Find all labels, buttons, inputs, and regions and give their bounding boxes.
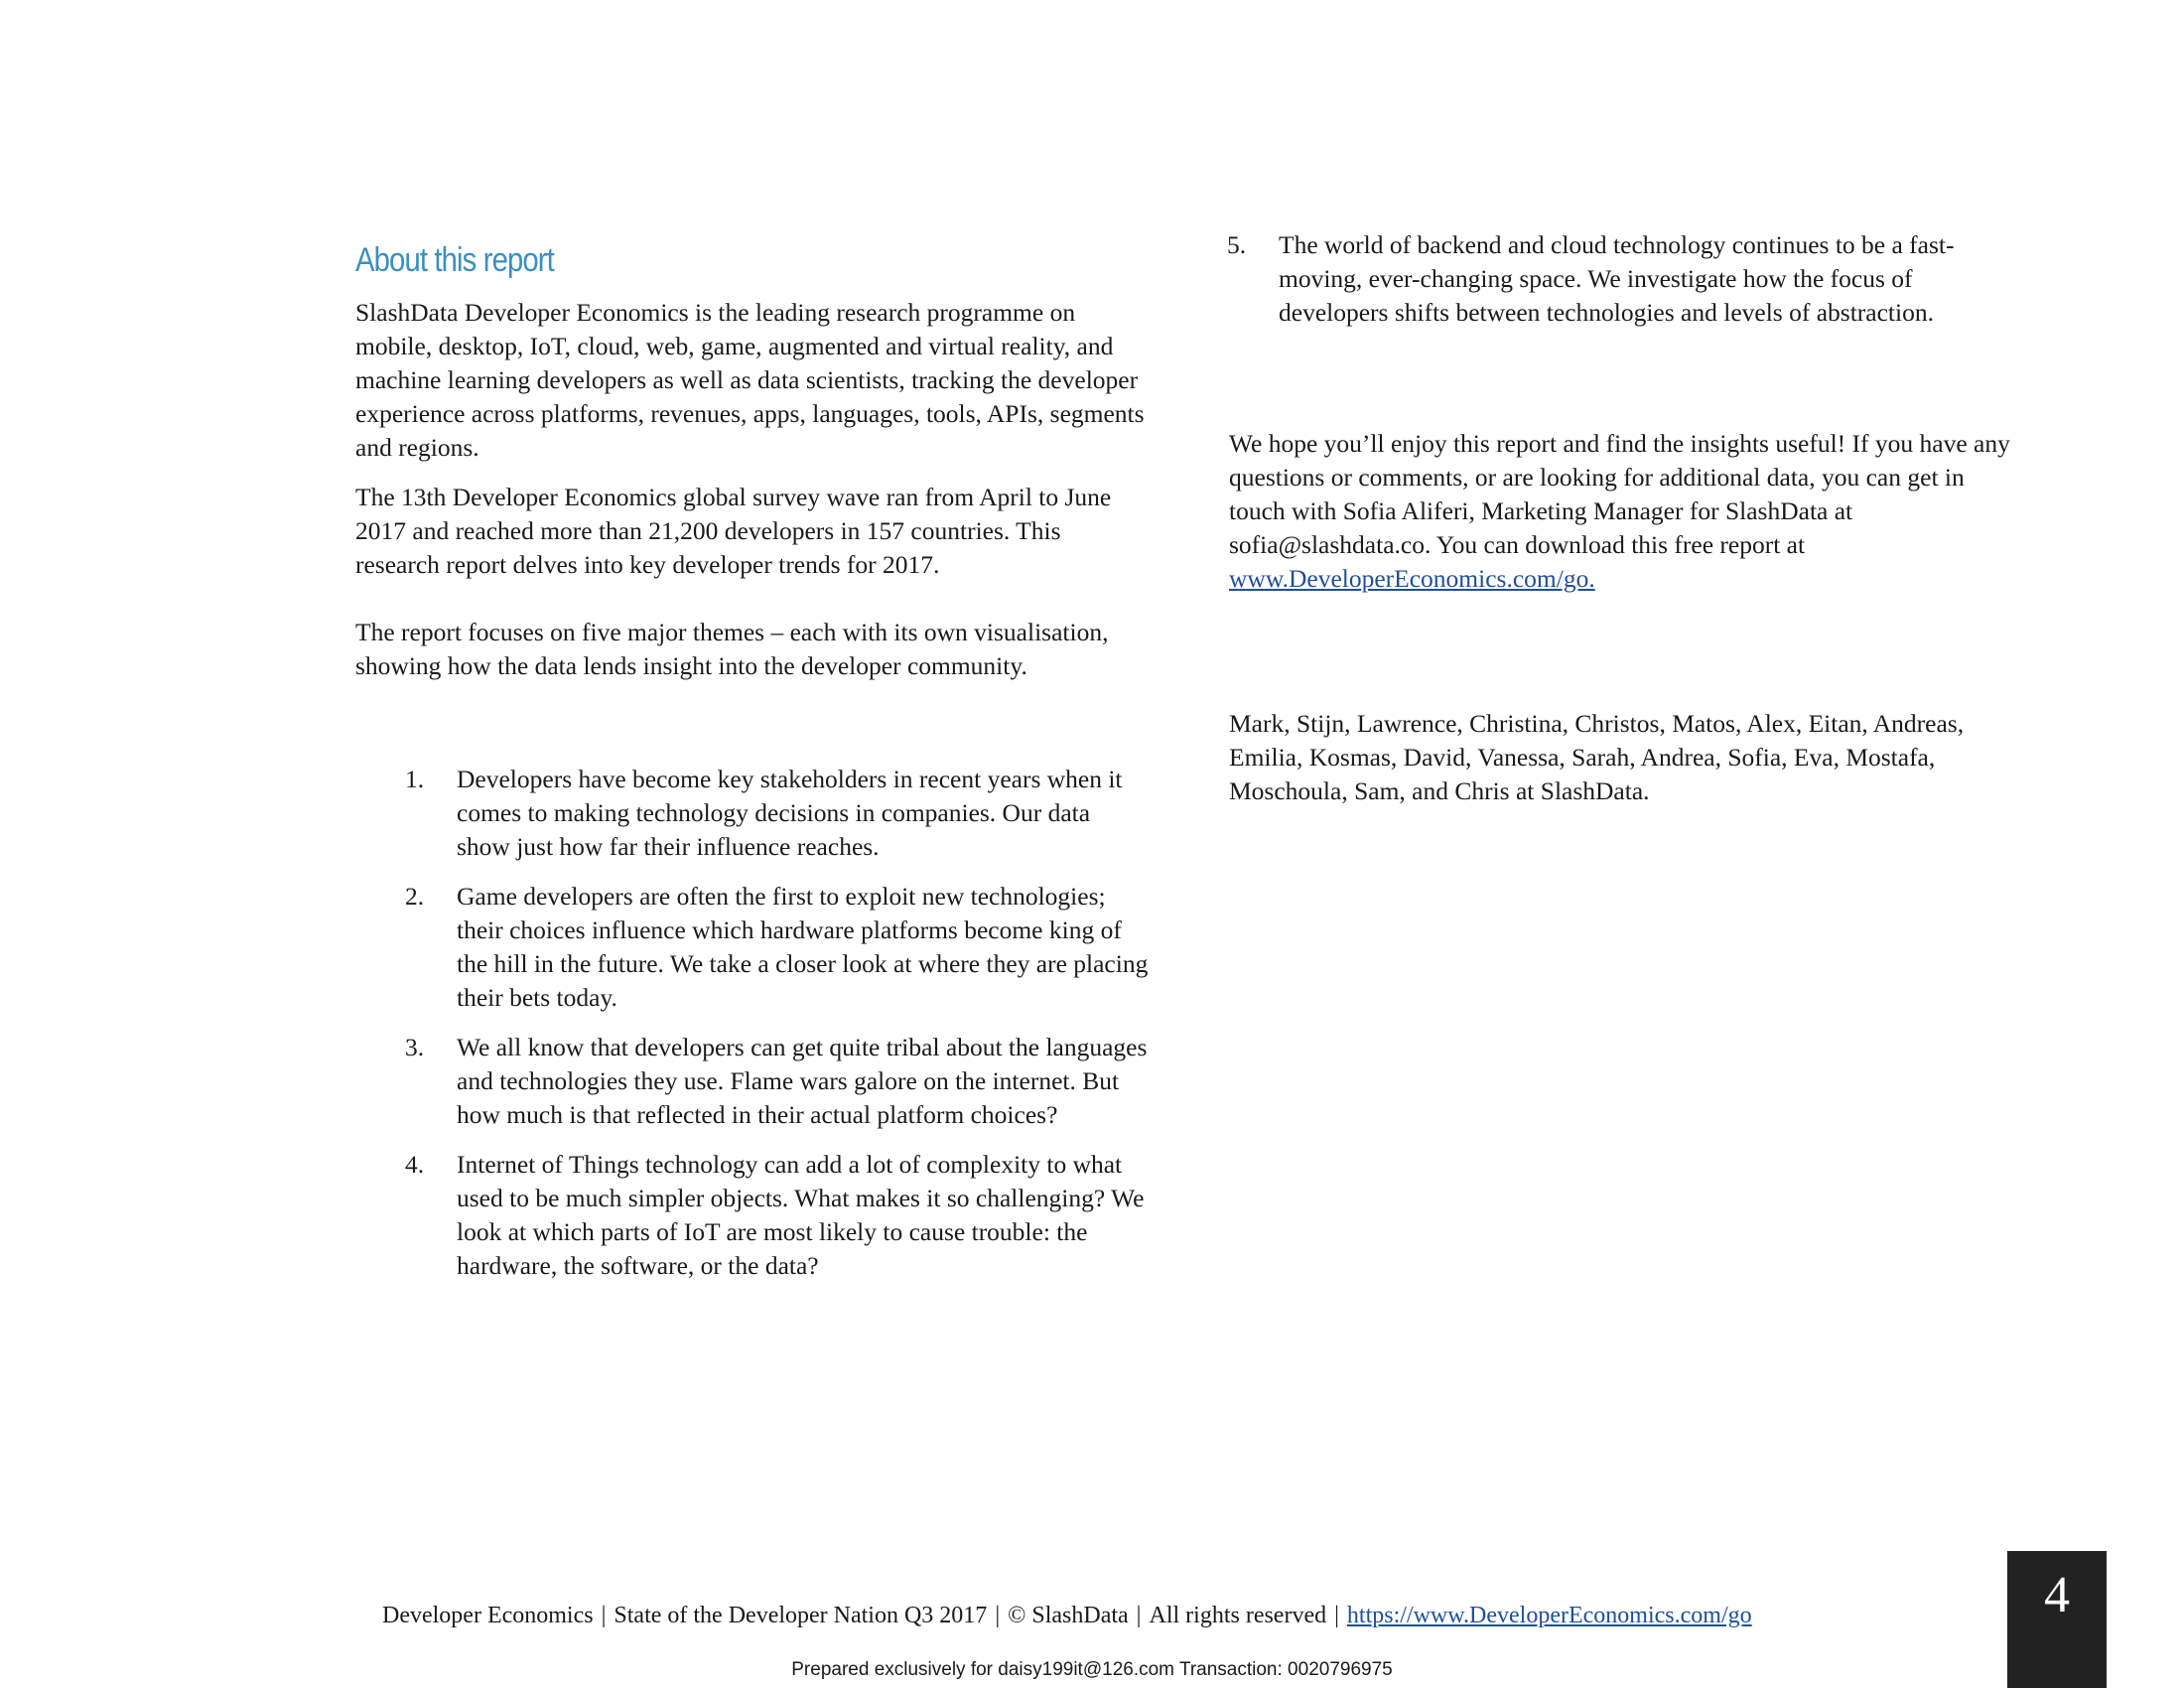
themes-list-continued	[1229, 228, 2023, 330]
footer-title: State of the Developer Nation Q3 2017	[614, 1603, 988, 1628]
spacer	[355, 699, 1150, 763]
page-footer	[382, 1601, 1752, 1630]
footer-separator: |	[1136, 1603, 1142, 1628]
list-text: Game developers are often the first to exploit new technologies; their choices influence which hardware platforms become king of the hill in the future. We take a closer look at where they are placing their bets today.	[457, 882, 1149, 1012]
footer-url-link[interactable]: https://www.DeveloperEconomics.com/go	[1346, 1603, 1752, 1628]
download-link[interactable]: www.DeveloperEconomics.com/go.	[1229, 564, 1595, 593]
page-number-badge: 4	[2007, 1551, 2107, 1688]
list-item	[355, 880, 1150, 1015]
survey-paragraph: The 13th Developer Economics global survey wave ran from April to June 2017 and reached more than 21,200 developers in 157 countries. This research report delves into key developer trends for 2017.	[355, 483, 1112, 579]
footer-rights: All rights reserved	[1149, 1603, 1327, 1628]
list-item	[355, 1031, 1150, 1132]
list-text: The world of backend and cloud technology continues to be a fast-moving, ever-changing space. We investigate how the focus of developers shifts between technologies and levels of abstraction.	[1279, 230, 1955, 327]
list-number: 1.	[405, 765, 425, 793]
list-text: Developers have become key stakeholders in recent years when it comes to making technology decisions in companies. Our data show just how far their influence reaches.	[457, 765, 1123, 861]
footer-copyright: © SlashData	[1008, 1603, 1129, 1628]
footer-separator: |	[1334, 1603, 1339, 1628]
footer-separator: |	[601, 1603, 607, 1628]
signoff-paragraph: Mark, Stijn, Lawrence, Christina, Christos, Matos, Alex, Eitan, Andreas, Emilia, Kosmas, David, Vanessa, Sarah, Andrea, Sofia, Eva, Mostafa, Moschoula, Sam, and Chris at SlashData.	[1229, 709, 1965, 805]
themes-list	[355, 763, 1150, 1283]
contact-text: We hope you’ll enjoy this report and find the insights useful! If you have any questions or comments, or are looking for additional data, you can get in touch with Sofia Aliferi, Marketing Manager for SlashData at sofia@slashdata.co. You can download this free report at	[1229, 429, 2010, 559]
list-number: 3.	[405, 1033, 425, 1061]
list-item	[355, 763, 1150, 864]
list-item	[1177, 228, 2023, 330]
list-item	[355, 1148, 1150, 1283]
left-column	[355, 230, 1150, 1299]
spacer	[1229, 346, 2023, 427]
spacer	[1229, 612, 2023, 707]
spacer	[355, 598, 1150, 616]
list-text: Internet of Things technology can add a lot of complexity to what used to be much simpler objects. What makes it so challenging? We look at which parts of IoT are most likely to cause trouble: the hardware, the software, or the data?	[457, 1150, 1145, 1280]
list-text: We all know that developers can get quite tribal about the languages and technologies they use. Flame wars galore on the internet. But how much is that reflected in their actual platform choices?	[457, 1033, 1148, 1129]
prepared-for-line: Prepared exclusively for daisy199it@126.com Transaction: 0020796975	[791, 1659, 1393, 1680]
contact-paragraph	[1229, 427, 2023, 596]
intro-paragraph: SlashData Developer Economics is the leading research programme on mobile, desktop, IoT, cloud, web, game, augmented and virtual reality, and machine learning developers as well as data scientists, tracking the developer experience across platforms, revenues, apps, languages, tools, APIs, segments and regions.	[355, 298, 1145, 462]
list-number: 5.	[1227, 230, 1247, 259]
section-heading: About this report	[355, 241, 554, 279]
list-number: 2.	[405, 882, 425, 911]
footer-brand: Developer Economics	[382, 1603, 594, 1628]
list-number: 4.	[405, 1150, 425, 1179]
footer-separator: |	[995, 1603, 1001, 1628]
right-column	[1229, 228, 2023, 824]
themes-intro-paragraph: The report focuses on five major themes – each with its own visualisation, showing how the data lends insight into the developer community.	[355, 618, 1109, 680]
